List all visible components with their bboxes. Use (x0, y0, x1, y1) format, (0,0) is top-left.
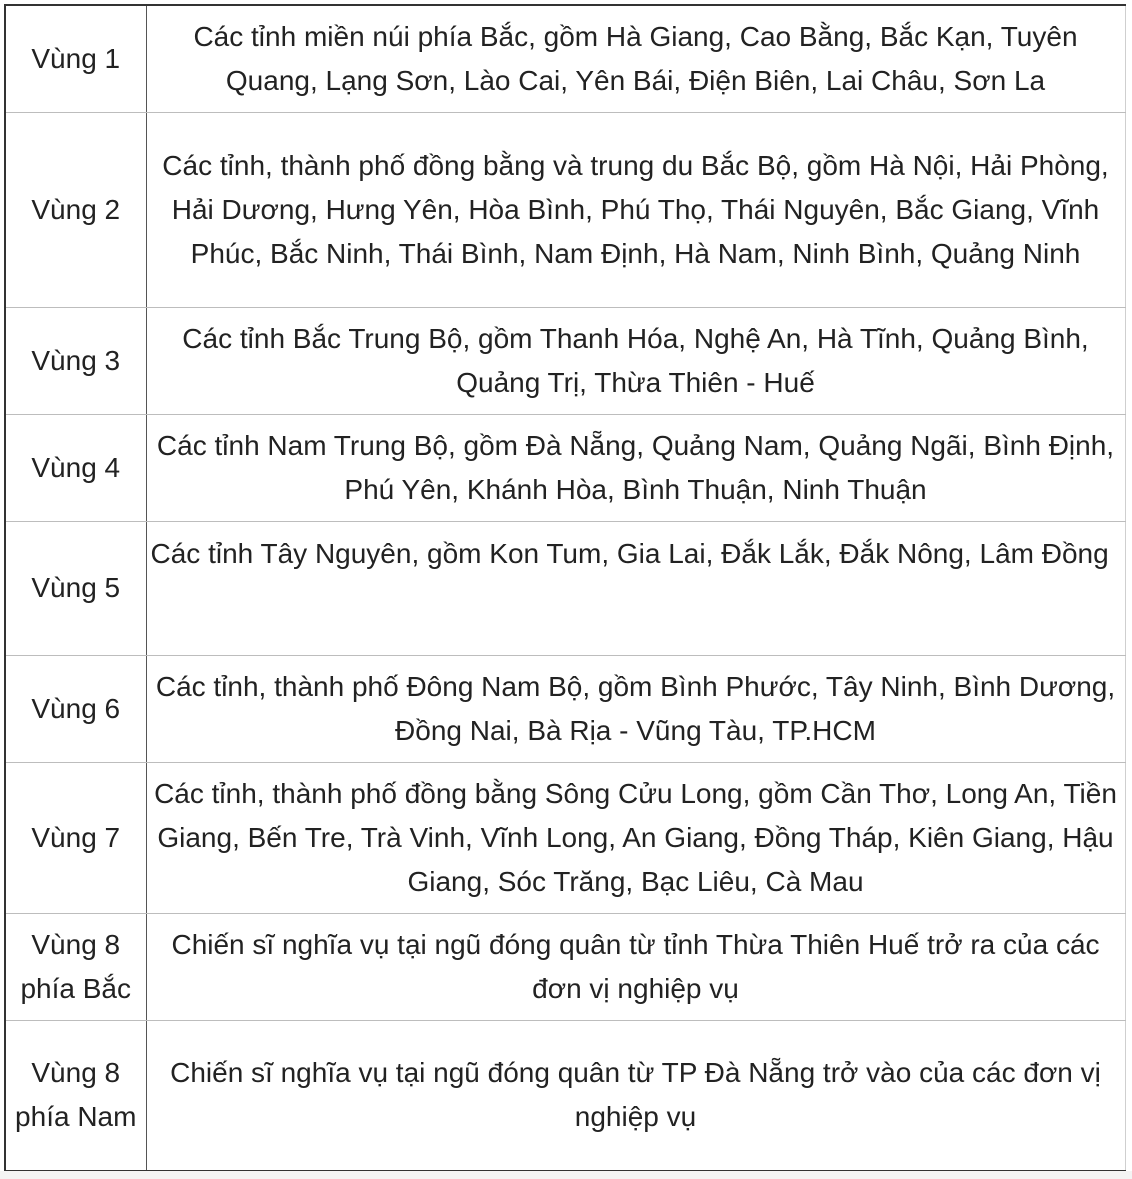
table-row (5, 655, 1125, 762)
provinces-cell: Chiến sĩ nghĩa vụ tại ngũ đóng quân từ TP Đà Nẵng trở vào của các đơn vị nghiệp vụ (146, 1020, 1125, 1171)
provinces-cell: Các tỉnh, thành phố đồng bằng và trung du Bắc Bộ, gồm Hà Nội, Hải Phòng, Hải Dương, Hưng Yên, Hòa Bình, Phú Thọ, Thái Nguyên, Bắc Giang, Vĩnh Phúc, Bắc Ninh, Thái Bình, Nam Định, Hà Nam, Ninh Bình, Quảng Ninh (146, 112, 1125, 307)
table-row (5, 112, 1125, 307)
provinces-cell: Các tỉnh Tây Nguyên, gồm Kon Tum, Gia Lai, Đắk Lắk, Đắk Nông, Lâm Đồng (146, 521, 1125, 655)
table-row (5, 5, 1125, 112)
provinces-cell: Các tỉnh, thành phố Đông Nam Bộ, gồm Bình Phước, Tây Ninh, Bình Dương, Đồng Nai, Bà Rịa - Vũng Tàu, TP.HCM (146, 655, 1125, 762)
table-row (5, 414, 1125, 521)
page-bottom-strip (0, 1171, 1132, 1179)
region-cell: Vùng 2 (5, 112, 146, 307)
provinces-cell: Các tỉnh Bắc Trung Bộ, gồm Thanh Hóa, Nghệ An, Hà Tĩnh, Quảng Bình, Quảng Trị, Thừa Thiên - Huế (146, 307, 1125, 414)
region-cell: Vùng 1 (5, 5, 146, 112)
table-row (5, 521, 1125, 655)
table-row (5, 762, 1125, 913)
region-cell: Vùng 7 (5, 762, 146, 913)
table-row (5, 1020, 1125, 1171)
region-table-container (4, 4, 1124, 1172)
provinces-cell: Chiến sĩ nghĩa vụ tại ngũ đóng quân từ tỉnh Thừa Thiên Huế trở ra của các đơn vị nghiệp vụ (146, 913, 1125, 1020)
region-cell: Vùng 4 (5, 414, 146, 521)
provinces-cell: Các tỉnh, thành phố đồng bằng Sông Cửu Long, gồm Cần Thơ, Long An, Tiền Giang, Bến Tre, Trà Vinh, Vĩnh Long, An Giang, Đồng Tháp, Kiên Giang, Hậu Giang, Sóc Trăng, Bạc Liêu, Cà Mau (146, 762, 1125, 913)
table-row (5, 307, 1125, 414)
region-cell: Vùng 6 (5, 655, 146, 762)
region-cell: Vùng 8 phía Nam (5, 1020, 146, 1171)
table-row (5, 913, 1125, 1020)
region-table (4, 4, 1126, 1172)
provinces-cell: Các tỉnh miền núi phía Bắc, gồm Hà Giang, Cao Bằng, Bắc Kạn, Tuyên Quang, Lạng Sơn, Lào Cai, Yên Bái, Điện Biên, Lai Châu, Sơn La (146, 5, 1125, 112)
region-cell: Vùng 8 phía Bắc (5, 913, 146, 1020)
region-cell: Vùng 3 (5, 307, 146, 414)
region-cell: Vùng 5 (5, 521, 146, 655)
provinces-cell: Các tỉnh Nam Trung Bộ, gồm Đà Nẵng, Quảng Nam, Quảng Ngãi, Bình Định, Phú Yên, Khánh Hòa, Bình Thuận, Ninh Thuận (146, 414, 1125, 521)
